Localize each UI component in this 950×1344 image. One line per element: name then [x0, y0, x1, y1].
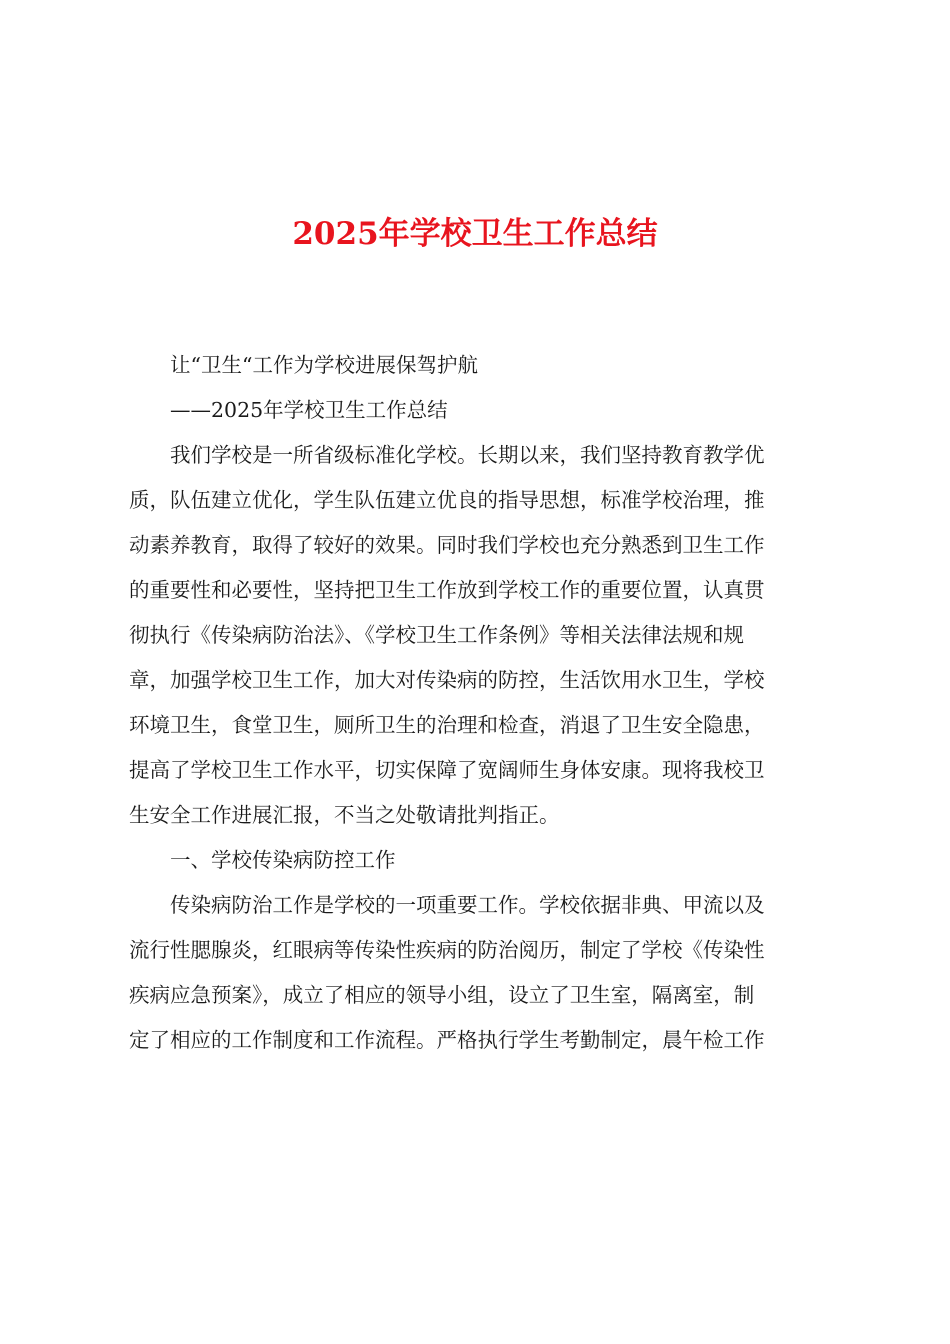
paragraph-line: 定了相应的工作制度和工作流程。严格执行学生考勤制定，晨午检工作 — [129, 1028, 765, 1052]
paragraph-line: 我们学校是一所省级标准化学校。长期以来，我们坚持教育教学优 — [170, 443, 765, 467]
byline: ——2025年学校卫生工作总结 — [170, 398, 448, 422]
document-body — [129, 343, 833, 1063]
paragraph-line: 质，队伍建立优化，学生队伍建立优良的指导思想，标准学校治理，推 — [129, 488, 765, 512]
section-heading: 一、学校传染病防控工作 — [170, 848, 396, 872]
paragraph-line: 的重要性和必要性，坚持把卫生工作放到学校工作的重要位置，认真贯 — [129, 578, 765, 602]
paragraph-line: 传染病防治工作是学校的一项重要工作。学校依据非典、甲流以及 — [170, 893, 765, 917]
paragraph-line: 生安全工作进展汇报，不当之处敬请批判指正。 — [129, 803, 560, 827]
paragraph-line: 动素养教育，取得了较好的效果。同时我们学校也充分熟悉到卫生工作 — [129, 533, 765, 557]
intro-paragraph — [129, 433, 833, 838]
paragraph-line: 章，加强学校卫生工作，加大对传染病的防控，生活饮用水卫生，学校 — [129, 668, 765, 692]
document-title: 2025年学校卫生工作总结 — [292, 216, 658, 252]
paragraph-line: 环境卫生，食堂卫生，厕所卫生的治理和检查，消退了卫生安全隐患， — [129, 713, 765, 737]
paragraph-line: 流行性腮腺炎，红眼病等传染性疾病的防治阅历，制定了学校《传染性 — [129, 938, 765, 962]
paragraph-line: 疾病应急预案》，成立了相应的领导小组，设立了卫生室，隔离室，制 — [129, 983, 755, 1007]
paragraph-line: 提高了学校卫生工作水平，切实保障了宽阔师生身体安康。现将我校卫 — [129, 758, 765, 782]
paragraph-line: 彻执行《传染病防治法》、《学校卫生工作条例》等相关法律法规和规 — [129, 623, 744, 647]
subtitle: 让“卫生“工作为学校进展保驾护航 — [170, 353, 478, 377]
section1-paragraph — [129, 883, 833, 1063]
